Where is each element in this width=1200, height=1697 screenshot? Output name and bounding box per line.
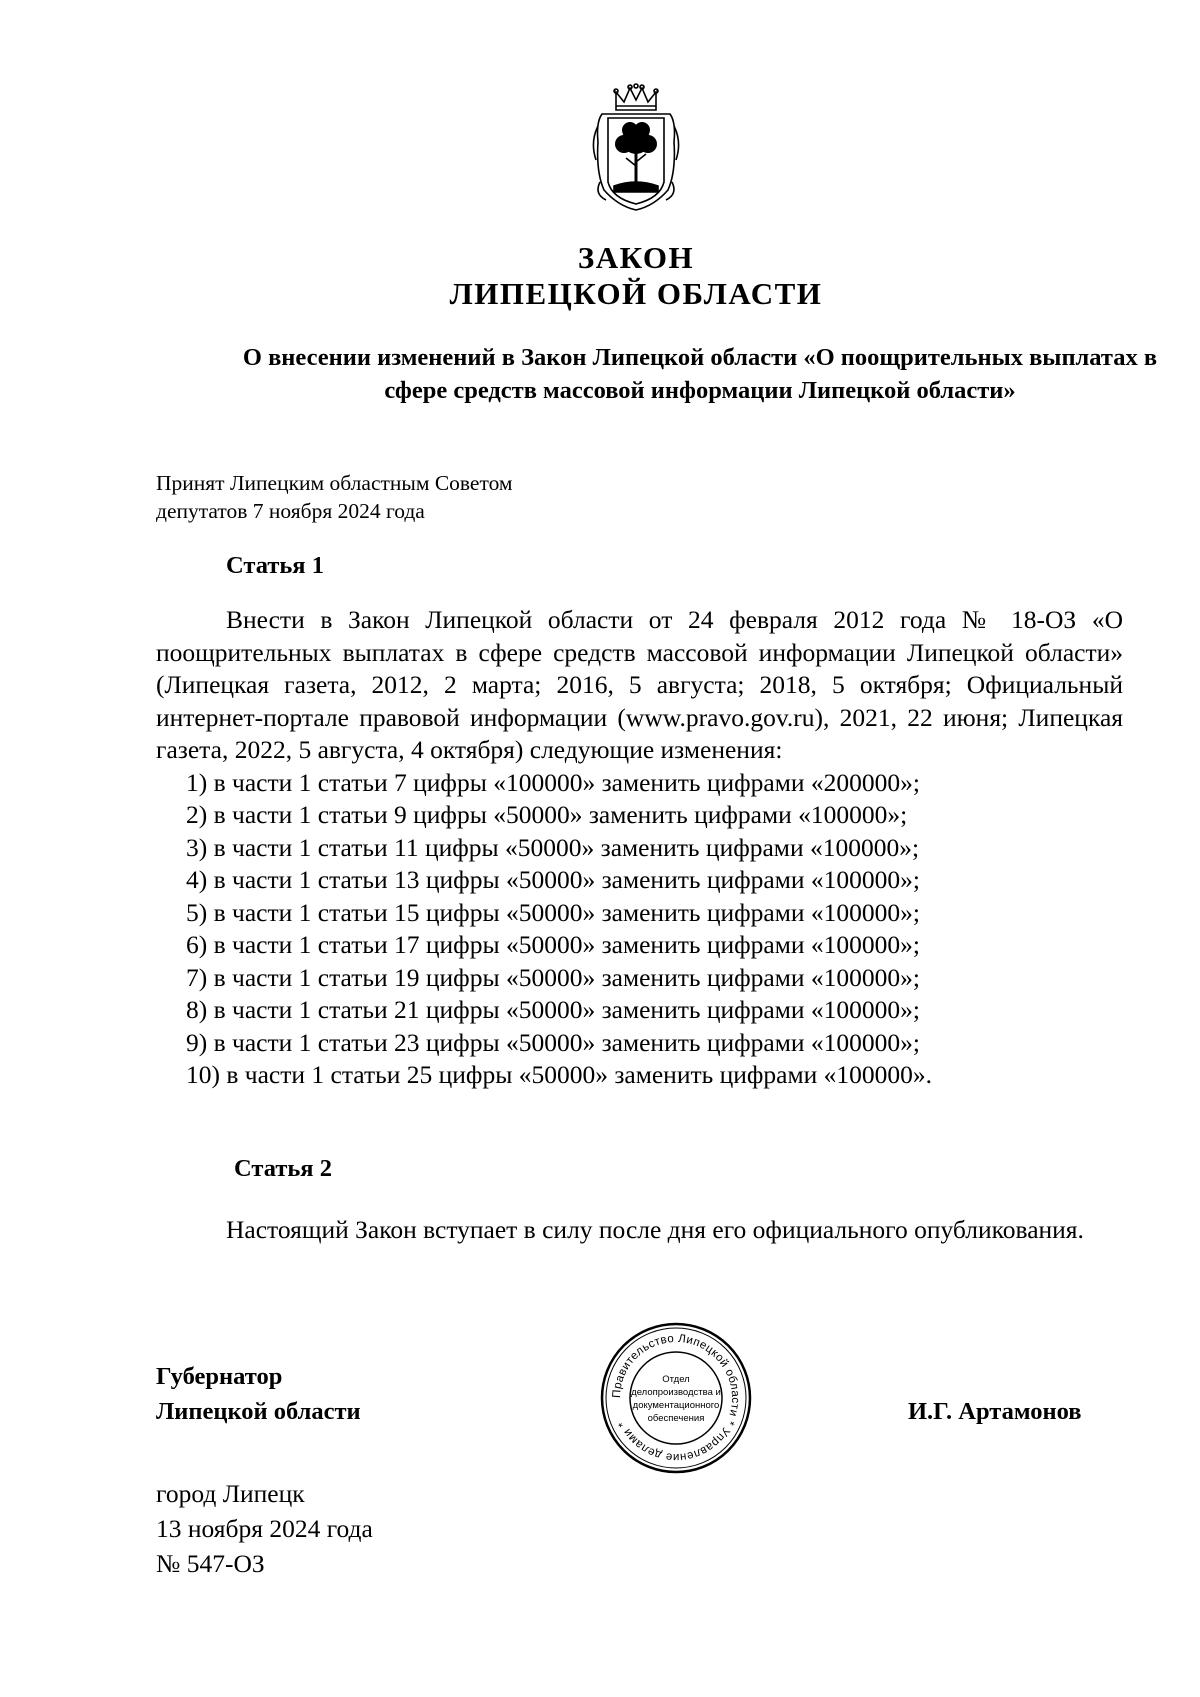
list-item: 4) в части 1 статьи 13 цифры «50000» заменить цифрами «100000»; xyxy=(186,865,920,894)
coat-of-arms-icon xyxy=(588,82,684,214)
adoption-note-line: депутатов 7 ноября 2024 года xyxy=(156,499,425,523)
amendments-list xyxy=(156,767,1123,1092)
seal-inner-text: Отдел xyxy=(662,1374,690,1385)
article-2-body: Настоящий Закон вступает в силу после дня его официального опубликования. xyxy=(226,1215,1084,1244)
list-item: 8) в части 1 статьи 21 цифры «50000» заменить цифрами «100000»; xyxy=(186,995,920,1024)
list-item: 10) в части 1 статьи 25 цифры «50000» заменить цифрами «100000». xyxy=(186,1060,933,1089)
document-region-title: ЛИПЕЦКОЙ ОБЛАСТИ xyxy=(449,276,823,311)
seal-inner-text: документационного xyxy=(632,1400,720,1411)
document-footer xyxy=(156,1476,373,1581)
article-2-heading: Статья 2 xyxy=(234,1155,332,1182)
adoption-note-line: Принят Липецким областным Советом xyxy=(156,471,513,495)
signatory-title-line: Губернатор xyxy=(156,1363,283,1390)
list-item: 2) в части 1 статьи 9 цифры «50000» заменить цифрами «100000»; xyxy=(186,800,908,829)
official-seal xyxy=(598,1320,754,1476)
adoption-note xyxy=(156,469,513,525)
list-item: 9) в части 1 статьи 23 цифры «50000» заменить цифрами «100000»; xyxy=(186,1027,920,1057)
list-item: 5) в части 1 статьи 15 цифры «50000» заменить цифрами «100000»; xyxy=(186,897,920,927)
list-item: 3) в части 1 статьи 11 цифры «50000» заменить цифрами «100000»; xyxy=(186,832,920,862)
list-item: 1) в части 1 статьи 7 цифры «100000» заменить цифрами «200000»; xyxy=(186,767,920,797)
seal-inner-text: обеспечения xyxy=(647,1413,705,1424)
article-1-heading: Статья 1 xyxy=(226,552,324,579)
signatory-title-line: Липецкой области xyxy=(156,1398,361,1425)
document-subtitle: О внесении изменений в Закон Липецкой области «О поощрительных выплатах в сфере средств массовой информации Липецкой области» xyxy=(242,344,1158,404)
signing-date: 13 ноября 2024 года xyxy=(156,1514,373,1543)
signatory-title xyxy=(156,1359,361,1429)
law-number: № 547-ОЗ xyxy=(156,1549,265,1578)
place-of-signing: город Липецк xyxy=(156,1479,305,1508)
list-item: 7) в части 1 статьи 19 цифры «50000» заменить цифрами «100000»; xyxy=(186,962,920,992)
signatory-name: И.Г. Артамонов xyxy=(908,1398,1082,1425)
seal-outer-text: Правительство Липецкой области * Управление делами * xyxy=(610,1332,742,1464)
document-type-title: ЗАКОН xyxy=(577,240,695,275)
seal-inner-text: делопроизводства и xyxy=(631,1387,721,1398)
article-1-body xyxy=(156,604,1123,1092)
article-1-intro: Внести в Закон Липецкой области от 24 февраля 2012 года № 18-ОЗ «О поощрительных выплатах в сфере средств массовой информации Липецкой области» (Липецкая газета, 2012, 2 марта; 2016, 5 августа; 2018, 5 октября; Официальный интернет-портале правовой информации (www.pravo.gov.ru), 2021, 22 июня; Липецкая газета, 2022, 5 августа, 4 октября) следующие изменения: xyxy=(156,605,1123,764)
list-item: 6) в части 1 статьи 17 цифры «50000» заменить цифрами «100000»; xyxy=(186,930,920,959)
